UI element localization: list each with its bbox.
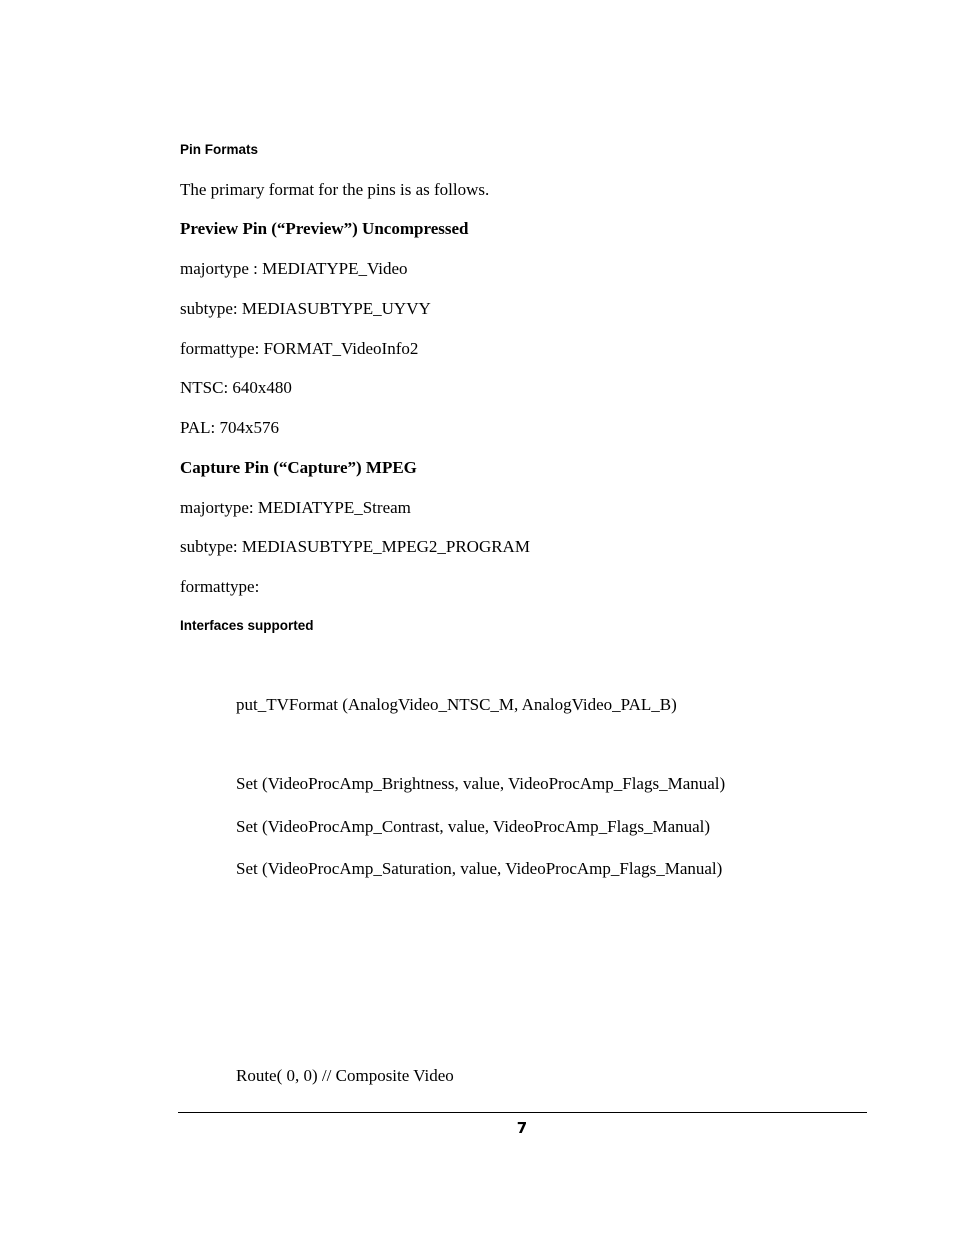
page-number: 7	[516, 1119, 528, 1137]
set-brightness-call: Set (VideoProcAmp_Brightness, value, VideoProcAmp_Flags_Manual)	[236, 774, 726, 793]
set-saturation-call: Set (VideoProcAmp_Saturation, value, VideoProcAmp_Flags_Manual)	[236, 859, 723, 878]
capture-pin-title: Capture Pin (“Capture”) MPEG	[180, 458, 417, 477]
preview-subtype: subtype: MEDIASUBTYPE_UYVY	[180, 299, 431, 318]
footer-rule	[178, 1112, 867, 1113]
preview-pal: PAL: 704x576	[180, 418, 280, 437]
pin-formats-intro: The primary format for the pins is as follows.	[180, 180, 490, 199]
preview-formattype: formattype: FORMAT_VideoInfo2	[180, 339, 419, 358]
capture-subtype: subtype: MEDIASUBTYPE_MPEG2_PROGRAM	[180, 537, 530, 556]
preview-pin-title: Preview Pin (“Preview”) Uncompressed	[180, 219, 469, 238]
route-call: Route( 0, 0) // Composite Video	[236, 1066, 454, 1085]
preview-majortype: majortype : MEDIATYPE_Video	[180, 259, 408, 278]
pin-formats-heading: Pin Formats	[180, 142, 259, 157]
put-tvformat-call: put_TVFormat (AnalogVideo_NTSC_M, AnalogVideo_PAL_B)	[236, 695, 677, 714]
capture-formattype: formattype:	[180, 577, 260, 596]
interfaces-supported-heading: Interfaces supported	[180, 618, 314, 633]
set-contrast-call: Set (VideoProcAmp_Contrast, value, VideoProcAmp_Flags_Manual)	[236, 817, 711, 836]
capture-majortype: majortype: MEDIATYPE_Stream	[180, 498, 411, 517]
preview-ntsc: NTSC: 640x480	[180, 378, 292, 397]
